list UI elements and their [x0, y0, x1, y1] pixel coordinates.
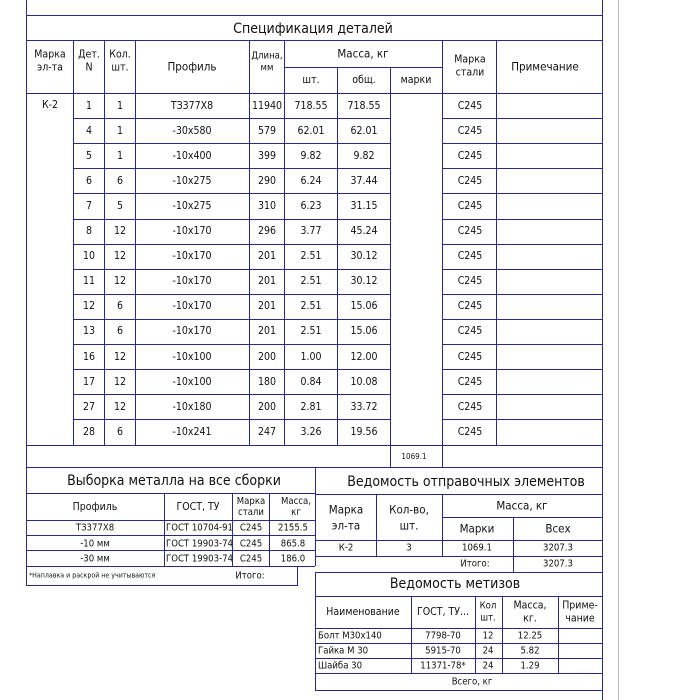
hardware-cell-mass: 1.29 [520, 660, 540, 672]
shipping-line [315, 572, 603, 573]
hardware-line [315, 673, 603, 674]
spec-header-mass: Масса, кг [337, 46, 389, 61]
hardware-cell-qty: 24 [482, 660, 494, 672]
spec-row-line [73, 219, 390, 220]
spec-cell-part: 10 [82, 249, 96, 262]
spec-line [73, 40, 74, 445]
hardware-cell-qty: 12 [482, 630, 494, 642]
spec-row-line [73, 419, 390, 420]
spec-cell-unit-mass: 6.24 [300, 174, 322, 187]
spec-cell-length: 247 [257, 425, 277, 438]
shipping-header-mark: Марка эл-та [328, 502, 364, 532]
hardware-cell-gost: 5915-70 [425, 645, 461, 657]
spec-cell-part: 5 [85, 149, 93, 162]
spec-cell-length: 201 [257, 274, 277, 287]
spec-row-line [442, 319, 603, 320]
spec-cell-profile: -10х170 [172, 249, 212, 262]
hardware-cell-mass: 12.25 [517, 630, 543, 642]
spec-row-line [73, 394, 390, 395]
spec-cell-profile: -10х100 [172, 350, 212, 363]
spec-cell-part: 8 [85, 224, 93, 237]
spec-cell-qty: 1 [116, 99, 124, 112]
spec-line [442, 40, 443, 467]
spec-row-line [442, 193, 603, 194]
spec-cell-length: 180 [257, 375, 277, 388]
spec-cell-qty: 12 [113, 350, 127, 363]
spec-header-mass-total: общ. [352, 73, 376, 86]
selection-line [26, 535, 315, 536]
spec-cell-steel: С245 [457, 174, 483, 187]
spec-row-line [442, 394, 603, 395]
selection-line [26, 520, 315, 521]
spec-cell-steel: С245 [457, 149, 483, 162]
spec-cell-qty: 5 [116, 199, 124, 212]
hardware-total-label: Всего, кг [451, 676, 493, 688]
spec-row-line [73, 244, 390, 245]
spec-cell-steel: С245 [457, 99, 483, 112]
spec-cell-profile: -10х170 [172, 224, 212, 237]
spec-line [496, 40, 497, 445]
spec-row-line [442, 344, 603, 345]
shipping-line [442, 494, 443, 556]
selection-cell-steel: С245 [239, 522, 263, 534]
shipping-cell-qty: 3 [406, 542, 412, 554]
spec-row-line [442, 168, 603, 169]
spec-row-line [73, 369, 390, 370]
spec-title: Спецификация деталей [233, 21, 393, 37]
selection-cell-profile: -30 мм [80, 553, 110, 565]
hardware-line [315, 572, 316, 691]
hardware-cell-gost: 7798-70 [425, 630, 461, 642]
hardware-header-gost: ГОСТ, ТУ... [416, 605, 470, 618]
selection-footnote: *Наплавка и раскрой не учитываются [29, 571, 156, 580]
spec-row-line [73, 193, 390, 194]
spec-cell-steel: С245 [457, 324, 483, 337]
spec-cell-part: 27 [82, 400, 96, 413]
selection-total-label: Итого: [235, 570, 265, 582]
hardware-line [475, 596, 476, 673]
spec-cell-total-mass: 30.12 [350, 249, 378, 262]
spec-header-mass-mark: марки [400, 73, 432, 86]
spec-cell-qty: 6 [116, 299, 124, 312]
hardware-header-qty: Кол шт. [479, 600, 497, 623]
selection-cell-mass: 186.0 [280, 553, 306, 565]
spec-line [284, 67, 442, 68]
spec-header-note: Примечание [511, 59, 579, 74]
spec-cell-unit-mass: 3.26 [300, 425, 322, 438]
selection-line [26, 566, 315, 567]
spec-cell-length: 201 [257, 324, 277, 337]
spec-cell-steel: С245 [457, 199, 483, 212]
shipping-cell-mass-mark: 1069.1 [462, 542, 492, 554]
spec-line [26, 93, 603, 94]
spec-cell-length: 200 [257, 350, 277, 363]
spec-cell-unit-mass: 2.51 [300, 299, 322, 312]
spec-header-length: Длина, мм [251, 50, 283, 73]
spec-cell-total-mass: 37.44 [350, 174, 378, 187]
spec-cell-total-mass: 45.24 [350, 224, 378, 237]
spec-cell-part: 16 [82, 350, 96, 363]
spec-cell-total-mass: 15.06 [350, 299, 378, 312]
spec-cell-total-mass: 62.01 [350, 124, 378, 137]
hardware-cell-name: Болт М30х140 [318, 630, 382, 642]
spec-row-line [73, 118, 390, 119]
spec-header-steel: Марка стали [454, 53, 486, 78]
spec-cell-profile: -10х170 [172, 274, 212, 287]
selection-line [269, 493, 270, 566]
frame-line-top [26, 15, 603, 16]
spec-cell-length: 399 [257, 149, 277, 162]
spec-cell-total-mass: 15.06 [350, 324, 378, 337]
spec-row-line [73, 319, 390, 320]
spec-cell-part: 6 [85, 174, 93, 187]
selection-cell-gost: ГОСТ 19903-74 [166, 553, 233, 565]
spec-cell-total-mass: 31.15 [350, 199, 378, 212]
spec-cell-steel: С245 [457, 249, 483, 262]
spec-cell-length: 201 [257, 249, 277, 262]
selection-line [26, 585, 297, 586]
spec-header-part: Дет. N [78, 48, 100, 73]
spec-row-line [73, 269, 390, 270]
spec-cell-qty: 1 [116, 124, 124, 137]
spec-cell-profile: -10х170 [172, 324, 212, 337]
spec-cell-steel: С245 [457, 224, 483, 237]
spec-cell-profile: -10х241 [172, 425, 212, 438]
spec-cell-total-mass: 10.08 [350, 375, 378, 388]
shipping-line [315, 556, 603, 557]
spec-cell-unit-mass: 9.82 [300, 149, 322, 162]
spec-line [26, 40, 603, 41]
spec-cell-part: 17 [82, 375, 96, 388]
hardware-header-mass: Масса, кг. [513, 599, 547, 624]
selection-line [315, 467, 316, 566]
spec-cell-total-mass: 718.55 [347, 99, 381, 112]
spec-row-line [73, 168, 390, 169]
hardware-cell-gost: 11371-78* [420, 660, 466, 672]
hardware-cell-name: Шайба 30 [318, 660, 363, 672]
spec-cell-profile: -10х275 [172, 174, 212, 187]
spec-cell-length: 310 [257, 199, 277, 212]
hardware-header-note: Приме- чание [562, 599, 598, 624]
spec-cell-qty: 12 [113, 249, 127, 262]
selection-header-steel: Марка стали [236, 496, 266, 518]
selection-cell-gost: ГОСТ 10704-91 [166, 522, 233, 534]
hardware-line [315, 643, 603, 644]
spec-bottom-line [26, 445, 603, 446]
spec-cell-qty: 12 [113, 400, 127, 413]
selection-header-mass: Масса, кг [281, 496, 311, 518]
spec-cell-total-mass: 9.82 [353, 149, 375, 162]
spec-line [390, 67, 391, 467]
spec-row-line [442, 219, 603, 220]
selection-cell-gost: ГОСТ 19903-74 [166, 537, 233, 549]
spec-row-line [442, 118, 603, 119]
sheet-edge-line [618, 0, 619, 700]
shipping-total-value: 3207.3 [543, 558, 573, 570]
spec-cell-length: 290 [257, 174, 277, 187]
spec-cell-qty: 6 [116, 425, 124, 438]
spec-line [135, 40, 136, 445]
hardware-title: Ведомость метизов [389, 576, 521, 592]
shipping-header-mass-all: Всех [545, 521, 571, 536]
spec-cell-unit-mass: 6.23 [300, 199, 322, 212]
shipping-line [513, 517, 514, 572]
spec-cell-steel: С245 [457, 375, 483, 388]
spec-cell-qty: 12 [113, 375, 127, 388]
spec-cell-unit-mass: 2.51 [300, 249, 322, 262]
spec-cell-profile: -10х400 [172, 149, 212, 162]
spec-cell-steel: С245 [457, 425, 483, 438]
selection-header-gost: ГОСТ, ТУ [176, 500, 220, 513]
spec-cell-part: 7 [85, 199, 93, 212]
spec-mark-mass: 1069.1 [401, 452, 427, 461]
spec-cell-length: 579 [257, 124, 277, 137]
shipping-line [315, 540, 603, 541]
selection-cell-steel: С245 [239, 537, 263, 549]
shipping-line [442, 517, 603, 518]
selection-cell-mass: 2155.5 [278, 522, 308, 534]
spec-row-line [442, 294, 603, 295]
spec-cell-part: 13 [82, 324, 96, 337]
hardware-cell-mass: 5.82 [520, 645, 540, 657]
selection-line [26, 550, 315, 551]
spec-line [337, 67, 338, 445]
spec-row-line [442, 269, 603, 270]
selection-line [26, 493, 315, 494]
spec-cell-part: 4 [85, 124, 93, 137]
hardware-line [315, 596, 603, 597]
spec-header-profile: Профиль [167, 59, 217, 74]
selection-line [297, 566, 298, 586]
spec-cell-total-mass: 33.72 [350, 400, 378, 413]
spec-cell-qty: 12 [113, 224, 127, 237]
spec-cell-qty: 12 [113, 274, 127, 287]
hardware-line [315, 690, 603, 691]
spec-cell-part: 12 [82, 299, 96, 312]
shipping-header-mass-mark: Марки [459, 521, 495, 536]
selection-header-profile: Профиль [72, 500, 118, 513]
selection-cell-mass: 865.8 [280, 537, 306, 549]
spec-cell-unit-mass: 2.51 [300, 324, 322, 337]
spec-cell-qty: 1 [116, 149, 124, 162]
hardware-line [502, 596, 503, 673]
spec-header-mark: Марка эл-та [34, 48, 66, 73]
hardware-header-name: Наименование [326, 605, 400, 618]
spec-cell-profile: ТЗ377Х8 [170, 99, 214, 112]
spec-cell-unit-mass: 1.00 [300, 350, 322, 363]
spec-row-line [73, 143, 390, 144]
spec-cell-part: 1 [85, 99, 93, 112]
spec-cell-profile: -10х180 [172, 400, 212, 413]
spec-cell-profile: -10х275 [172, 199, 212, 212]
spec-cell-length: 200 [257, 400, 277, 413]
spec-cell-length: 201 [257, 299, 277, 312]
spec-cell-qty: 6 [116, 324, 124, 337]
selection-cell-steel: С245 [239, 553, 263, 565]
spec-cell-profile: -30х580 [172, 124, 212, 137]
selection-cell-profile: -10 мм [80, 537, 110, 549]
spec-cell-total-mass: 30.12 [350, 274, 378, 287]
shipping-line [376, 494, 377, 556]
spec-cell-steel: С245 [457, 350, 483, 363]
spec-cell-steel: С245 [457, 299, 483, 312]
spec-row-line [442, 369, 603, 370]
spec-cell-part: 11 [82, 274, 96, 287]
shipping-header-qty: Кол-во, шт. [389, 502, 429, 532]
spec-cell-steel: С245 [457, 124, 483, 137]
spec-cell-total-mass: 12.00 [350, 350, 378, 363]
spec-cell-unit-mass: 2.81 [300, 400, 322, 413]
shipping-cell-mark: К-2 [338, 542, 354, 554]
frame-line-left [26, 0, 27, 586]
hardware-line [315, 658, 603, 659]
spec-line [249, 40, 250, 445]
spec-row-line [442, 244, 603, 245]
spec-cell-unit-mass: 2.51 [300, 274, 322, 287]
hardware-line [411, 596, 412, 673]
frame-line-right [602, 0, 603, 700]
spec-cell-steel: С245 [457, 274, 483, 287]
spec-cell-part: 28 [82, 425, 96, 438]
shipping-total-label: Итого: [460, 558, 490, 570]
spec-row-line [442, 419, 603, 420]
spec-cell-qty: 6 [116, 174, 124, 187]
spec-line [104, 40, 105, 445]
hardware-line [315, 628, 603, 629]
spec-cell-unit-mass: 62.01 [297, 124, 325, 137]
spec-row-line [73, 344, 390, 345]
spec-cell-profile: -10х170 [172, 299, 212, 312]
shipping-header-mass: Масса, кг [496, 498, 548, 513]
hardware-cell-name: Гайка М 30 [318, 645, 369, 657]
spec-cell-steel: С245 [457, 400, 483, 413]
selection-line [164, 493, 165, 566]
spec-cell-length: 11940 [251, 99, 283, 112]
spec-row-line [73, 294, 390, 295]
spec-cell-total-mass: 19.56 [350, 425, 378, 438]
spec-cell-length: 296 [257, 224, 277, 237]
spec-cell-unit-mass: 0.84 [300, 375, 322, 388]
selection-title: Выборка металла на все сборки [67, 473, 281, 489]
spec-cell-profile: -10х100 [172, 375, 212, 388]
selection-cell-profile: ТЗ377Х8 [75, 522, 115, 534]
shipping-title: Ведомость отправочных элементов [347, 474, 585, 490]
spec-header-qty: Кол. шт. [109, 48, 131, 73]
spec-element-mark: К-2 [41, 98, 59, 111]
spec-line [284, 40, 285, 445]
spec-cell-unit-mass: 718.55 [294, 99, 328, 112]
spec-header-mass-unit: шт. [302, 73, 320, 86]
hardware-cell-qty: 24 [482, 645, 494, 657]
shipping-line [315, 494, 603, 495]
hardware-line [558, 596, 559, 673]
shipping-cell-mass-all: 3207.3 [543, 542, 573, 554]
spec-row-line [442, 143, 603, 144]
spec-cell-unit-mass: 3.77 [300, 224, 322, 237]
